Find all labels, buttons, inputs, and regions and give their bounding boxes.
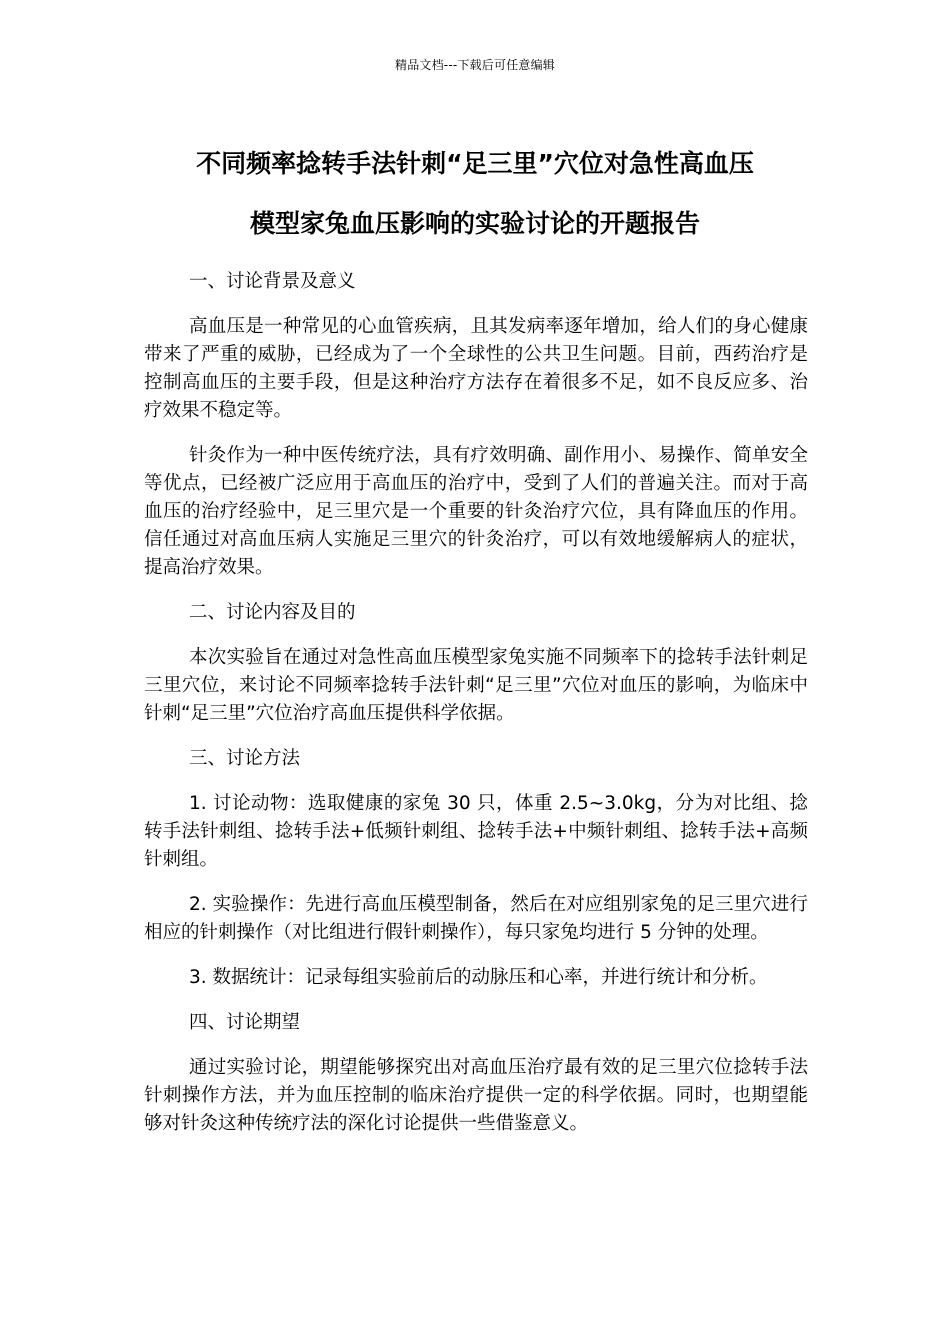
title-line-2: 模型家兔血压影响的实验讨论的开题报告 (249, 209, 700, 238)
paragraph-acupuncture-intro: 针灸作为一种中医传统疗法，具有疗效明确、副作用小、易操作、简单安全等优点，已经被广泛应用于高血压的治疗中，受到了人们的普遍关注。而对于高血压的治疗经验中，足三里穴是一个重要的针灸治疗穴位，具有降血压的作用。信任通过对高血压病人实施足三里穴的针灸治疗，可以有效地缓解病人的症状，提高治疗效果。 (144, 445, 808, 578)
section-heading-content: 二、讨论内容及目的 (189, 602, 356, 623)
page-header: 精品文档---下载后可任意编辑 (395, 58, 555, 72)
section-heading-background: 一、讨论背景及意义 (189, 271, 356, 292)
paragraph-method-animals: 1. 讨论动物：选取健康的家兔 30 只，体重 2.5~3.0kg，分为对比组、捻转手法针刺组、捻转手法+低频针刺组、捻转手法+中频针刺组、捻转手法+高频针刺组。 (144, 793, 808, 870)
document-body (144, 268, 808, 1155)
paragraph-method-operation: 2. 实验操作：先进行高血压模型制备，然后在对应组别家兔的足三里穴进行相应的针刺操作（对比组进行假针刺操作），每只家兔均进行 5 分钟的处理。 (144, 894, 808, 943)
section-heading-methods: 三、讨论方法 (189, 748, 301, 769)
title-line-1: 不同频率捻转手法针刺“足三里”穴位对急性高血压 (196, 149, 754, 178)
document-title (120, 134, 830, 254)
paragraph-purpose: 本次实验旨在通过对急性高血压模型家兔实施不同频率下的捻转手法针刺足三里穴位，来讨论不同频率捻转手法针刺“足三里”穴位对血压的影响，为临床中针刺“足三里”穴位治疗高血压提供科学依据。 (144, 647, 808, 724)
paragraph-method-statistics: 3. 数据统计：记录每组实验前后的动脉压和心率，并进行统计和分析。 (189, 967, 768, 988)
section-heading-expectations: 四、讨论期望 (189, 1012, 301, 1033)
paragraph-expectations: 通过实验讨论，期望能够探究出对高血压治疗最有效的足三里穴位捻转手法针刺操作方法，并为血压控制的临床治疗提供一定的科学依据。同时，也期望能够对针灸这种传统疗法的深化讨论提供一些借鉴意义。 (144, 1057, 808, 1134)
paragraph-hypertension-intro: 高血压是一种常见的心血管疾病，且其发病率逐年增加，给人们的身心健康带来了严重的威胁，已经成为了一个全球性的公共卫生问题。目前，西药治疗是控制高血压的主要手段，但是这种治疗方法存在着很多不足，如不良反应多、治疗效果不稳定等。 (144, 316, 808, 421)
